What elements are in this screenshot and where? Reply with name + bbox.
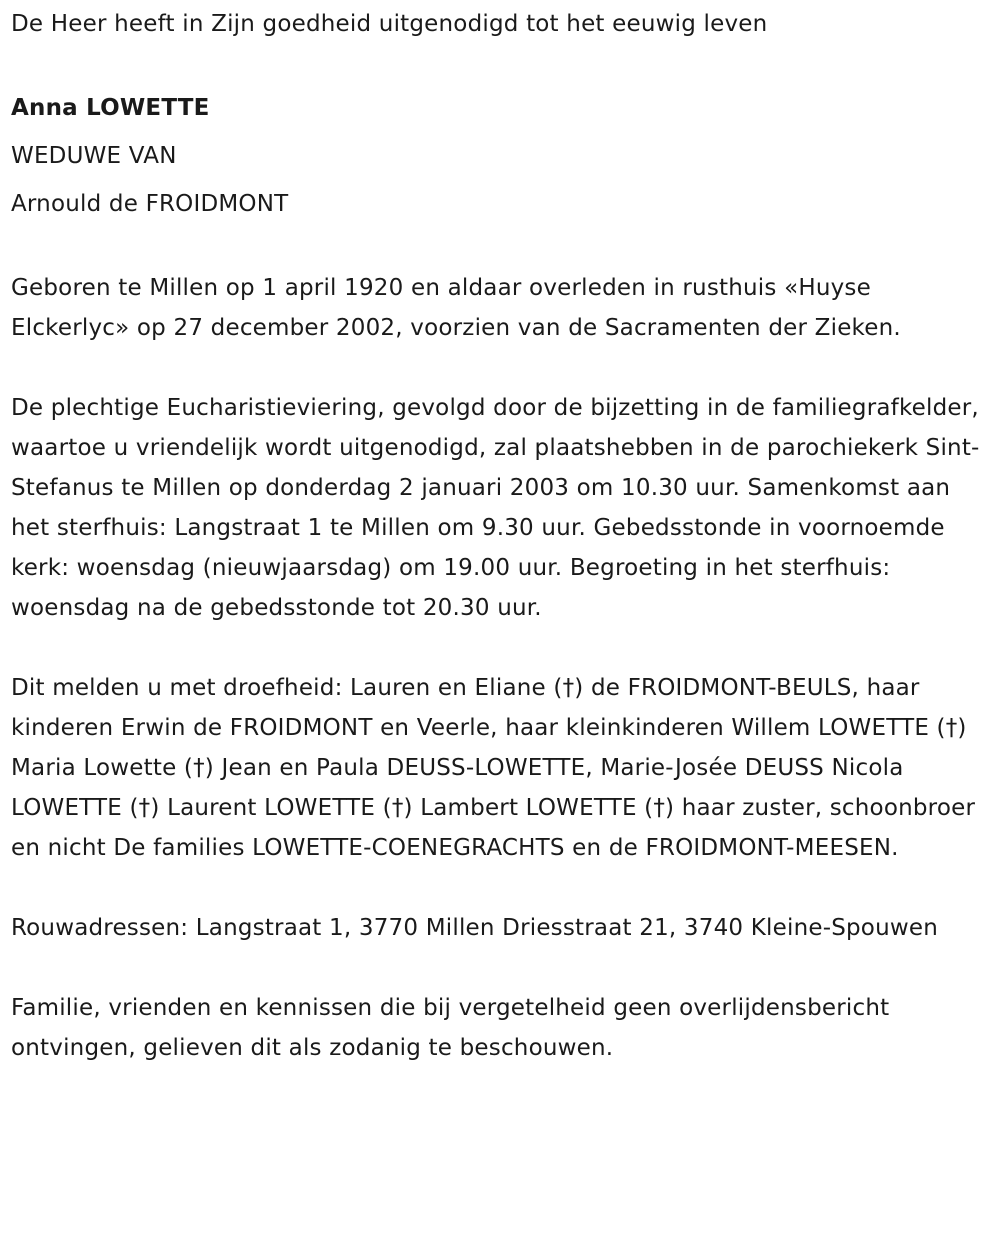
closing-paragraph: Familie, vrienden en kennissen die bij vergetelheid geen overlijdensbericht ontvingen, gelieven dit als zodanig te beschouwen. [11,995,890,1061]
deceased-name: Anna LOWETTE [11,95,210,121]
deceased-block [11,84,993,228]
relation-label: WEDUWE VAN [11,143,177,169]
spouse-name: Arnould de FROIDMONT [11,191,289,217]
family-paragraph: Dit melden u met droefheid: Lauren en Eliane (†) de FROIDMONT-BEULS, haar kinderen Erwin de FROIDMONT en Veerle, haar kleinkinderen Willem LOWETTE (†) Maria Lowette (†) Jean en Paula DEUSS-LOWETTE, Marie-Josée DEUSS Nicola LOWETTE (†) Laurent LOWETTE (†) Lambert LOWETTE (†) haar zuster, schoonbroer en nicht De families LOWETTE-COENEGRACHTS en de FROIDMONT-MEESEN. [11,675,976,861]
addresses-paragraph: Rouwadressen: Langstraat 1, 3770 Millen Driesstraat 21, 3740 Kleine-Spouwen [11,915,938,941]
ceremony-paragraph: De plechtige Eucharistieviering, gevolgd door de bijzetting in de familiegrafkelder, waartoe u vriendelijk wordt uitgenodigd, zal plaatshebben in de parochiekerk Sint-Stefanus te Millen op donderdag 2 januari 2003 om 10.30 uur. Samenkomst aan het sterfhuis: Langstraat 1 te Millen om 9.30 uur. Gebedsstonde in voornoemde kerk: woensdag (nieuwjaarsdag) om 19.00 uur. Begroeting in het sterfhuis: woensdag na de gebedsstonde tot 20.30 uur. [11,395,980,621]
intro-line: De Heer heeft in Zijn goedheid uitgenodigd tot het eeuwig leven [11,11,768,37]
death-notice [11,4,993,1068]
birth-death-paragraph: Geboren te Millen op 1 april 1920 en aldaar overleden in rusthuis «Huyse Elckerlyc» op 27 december 2002, voorzien van de Sacramenten der Zieken. [11,275,901,341]
